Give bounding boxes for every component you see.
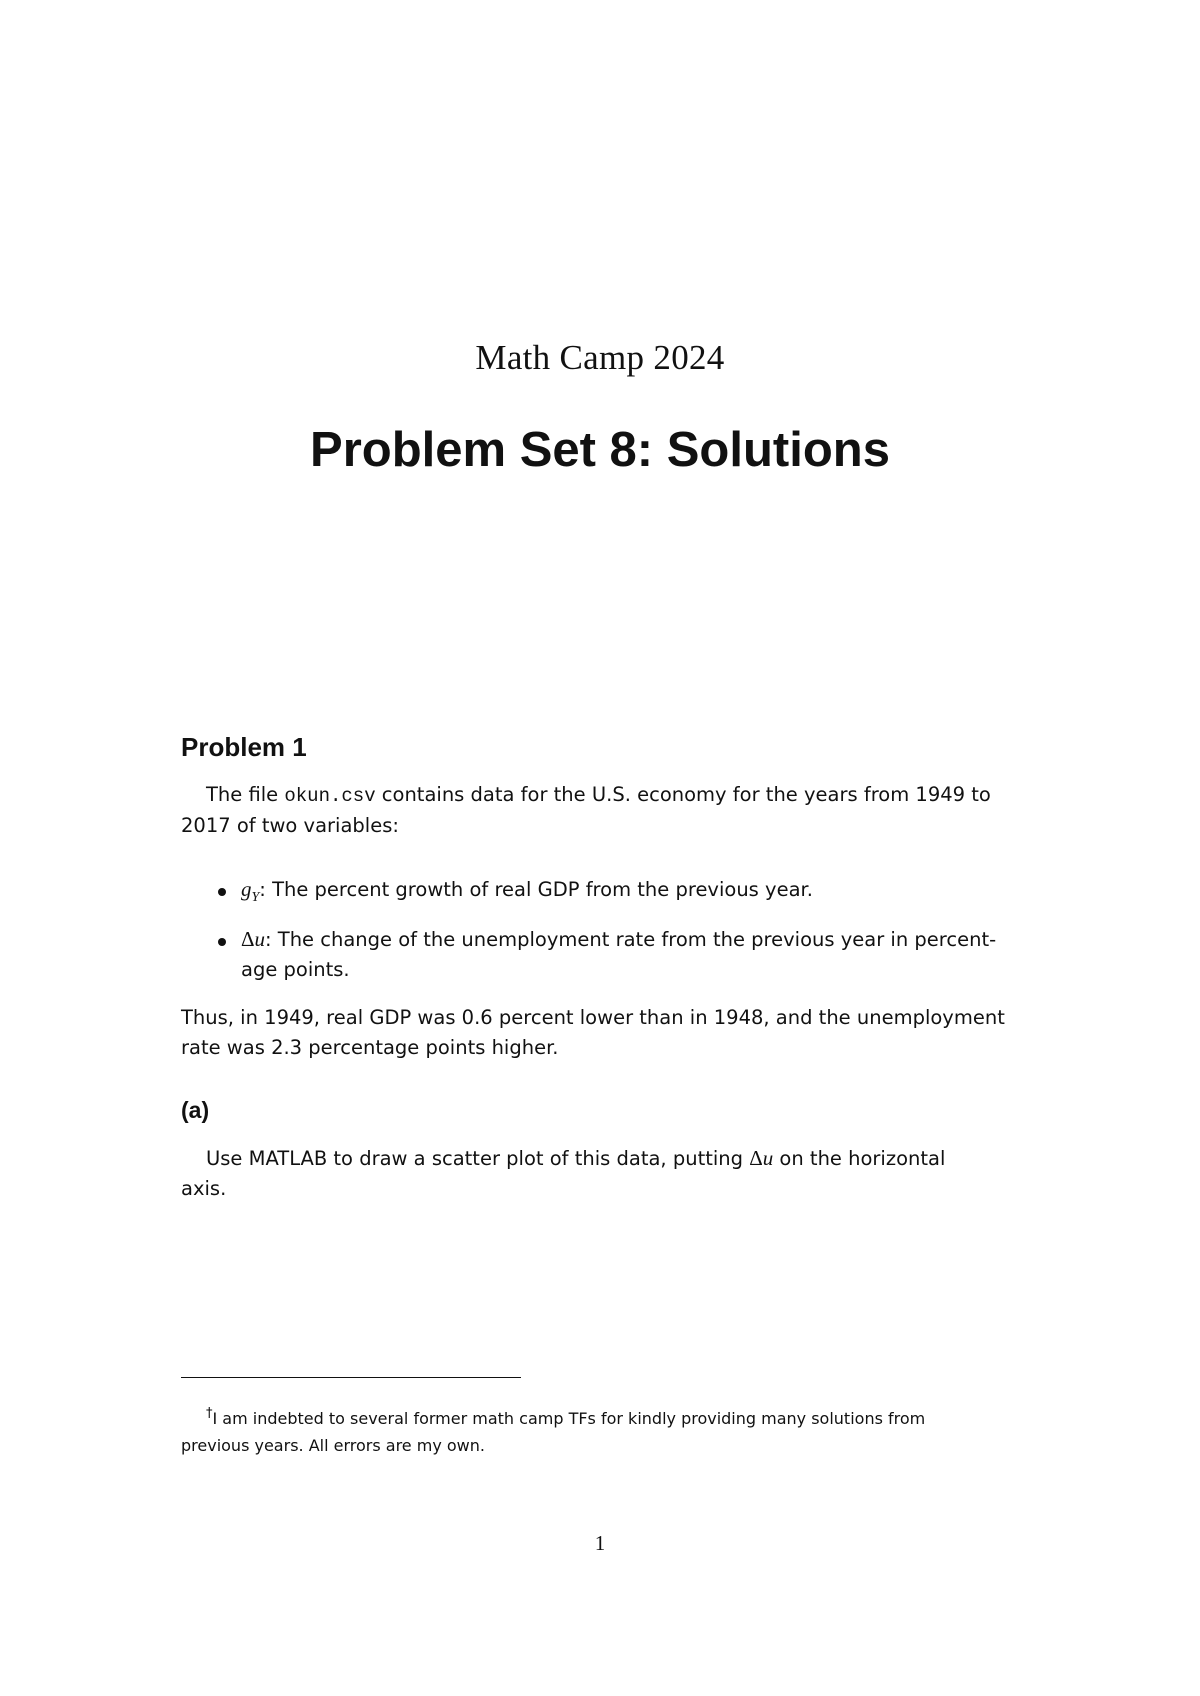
bullet-text: : The percent growth of real GDP from the previous year. <box>259 878 813 901</box>
math-symbol: g <box>241 877 252 901</box>
part-a-line-2: axis. <box>181 1177 227 1200</box>
example-paragraph <box>181 1003 1027 1063</box>
intro-text-a: The file <box>206 783 285 806</box>
footnote-text: I am indebted to several former math camp TFs for kindly providing many solutions from <box>212 1409 926 1428</box>
math-delta: Δ <box>749 1146 763 1170</box>
math-subscript: Y <box>251 890 260 905</box>
math-delta: Δ <box>241 927 255 951</box>
bullet-line <box>241 924 1031 955</box>
bullet-dot <box>218 938 226 946</box>
math-symbol: u <box>762 1146 774 1170</box>
example-line-1: Thus, in 1949, real GDP was 0.6 percent lower than in 1948, and the unemployment <box>181 1006 1005 1029</box>
bullet-item-unemployment <box>241 924 1031 985</box>
part-a-text-a: Use MATLAB to draw a scatter plot of this data, putting <box>206 1147 750 1170</box>
part-a-text <box>181 1143 1027 1204</box>
intro-line-2: 2017 of two variables: <box>181 814 399 837</box>
example-line-2: rate was 2.3 percentage points higher. <box>181 1036 559 1059</box>
math-symbol: u <box>254 927 266 951</box>
part-a-text-b: on the horizontal <box>773 1147 946 1170</box>
footnote <box>181 1406 1027 1458</box>
course-name: Math Camp 2024 <box>475 338 725 377</box>
bullet-text: : The change of the unemployment rate from the previous year in percent- <box>265 928 997 951</box>
intro-text-b: contains data for the U.S. economy for the years from 1949 to <box>375 783 991 806</box>
problem-intro <box>181 780 1027 841</box>
page-title: Problem Set 8: Solutions <box>310 423 890 477</box>
page-number: 1 <box>594 1531 606 1555</box>
bullet-dot <box>218 888 226 896</box>
footnote-mark: † <box>206 1406 213 1421</box>
bullet-line <box>241 874 1031 908</box>
footnote-line-2: previous years. All errors are my own. <box>181 1436 485 1455</box>
part-a-line-1 <box>181 1143 1027 1174</box>
bullet-item-growth <box>241 874 1031 908</box>
problem-heading: Problem 1 <box>181 732 307 762</box>
part-a-heading: (a) <box>181 1097 210 1123</box>
intro-line-1 <box>181 780 1027 811</box>
bullet-line: age points. <box>241 958 350 981</box>
filename: okun.csv <box>284 785 376 807</box>
footnote-line-1 <box>181 1406 1027 1433</box>
footnote-rule <box>181 1377 521 1378</box>
